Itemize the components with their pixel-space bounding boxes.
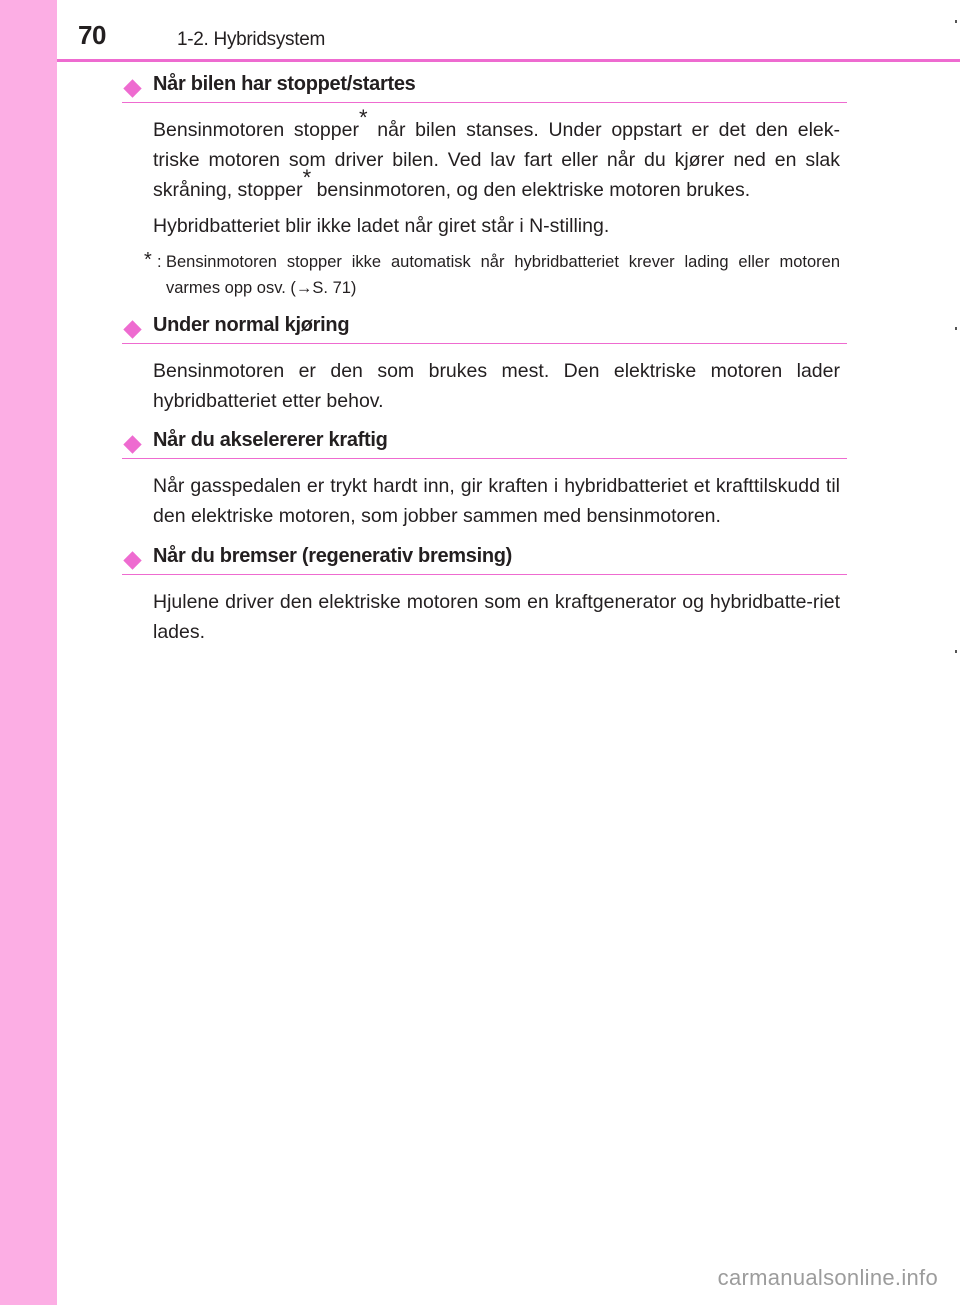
side-color-band xyxy=(0,0,57,1305)
section-divider xyxy=(122,343,847,344)
page-header xyxy=(0,0,960,62)
section-hard-acceleration xyxy=(122,425,847,531)
page-number: 70 xyxy=(78,20,106,50)
footnote-colon: : xyxy=(157,253,162,271)
watermark: carmanualsonline.info xyxy=(717,1265,938,1290)
section-heading xyxy=(122,541,847,577)
section-divider xyxy=(122,102,847,103)
section-paragraph: Hybridbatteriet blir ikke ladet når giret står i N-stilling. xyxy=(153,215,610,237)
section-divider xyxy=(122,574,847,575)
section-title: Når du akselererer kraftig xyxy=(153,429,388,451)
paragraph-text: når bilen stanses. Under oppstart er det den elek-triske motoren som driver bilen. Ved lav fart eller når du kjører ned en slak skråning, stopper xyxy=(153,119,840,201)
diamond-bullet-icon xyxy=(123,320,141,338)
crop-mark xyxy=(955,20,957,23)
asterisk-mark: * xyxy=(302,165,312,190)
section-normal-driving xyxy=(122,310,847,416)
section-heading xyxy=(122,69,847,105)
section-heading xyxy=(122,425,847,461)
header-divider xyxy=(57,59,960,62)
section-regenerative-braking xyxy=(122,541,847,647)
diamond-bullet-icon xyxy=(123,435,141,453)
footnote-asterisk: * xyxy=(144,249,152,271)
chapter-title: 1-2. Hybridsystem xyxy=(177,29,325,50)
paragraph-text: Bensinmotoren stopper xyxy=(153,119,359,141)
section-stopped-starting xyxy=(122,69,847,301)
diamond-bullet-icon xyxy=(123,79,141,97)
section-paragraph: Hjulene driver den elektriske motoren som en kraftgenerator og hybridbatte-riet lades. xyxy=(153,591,840,643)
asterisk-mark: * xyxy=(358,105,368,130)
section-divider xyxy=(122,458,847,459)
section-paragraph: Når gasspedalen er trykt hardt inn, gir kraften i hybridbatteriet et krafttilskudd til den elektriske motoren, som jobber sammen med bensinmotoren. xyxy=(153,475,840,527)
section-paragraph: Bensinmotoren er den som brukes mest. Den elektriske motoren lader hybridbatteriet etter behov. xyxy=(153,360,840,412)
crop-mark xyxy=(955,650,957,653)
paragraph-text: bensinmotoren, og den elektriske motoren brukes. xyxy=(311,179,751,201)
footnote-text: Bensinmotoren stopper ikke automatisk når hybridbatteriet krever lading eller motoren varmes opp osv. (→S. 71) xyxy=(166,253,840,297)
diamond-bullet-icon xyxy=(123,551,141,569)
footnote xyxy=(144,249,840,301)
section-paragraph xyxy=(153,105,840,205)
section-title: Når bilen har stoppet/startes xyxy=(153,73,416,95)
section-heading xyxy=(122,310,847,346)
section-title: Når du bremser (regenerativ bremsing) xyxy=(153,545,513,567)
section-title: Under normal kjøring xyxy=(153,314,350,336)
crop-mark xyxy=(955,327,957,330)
